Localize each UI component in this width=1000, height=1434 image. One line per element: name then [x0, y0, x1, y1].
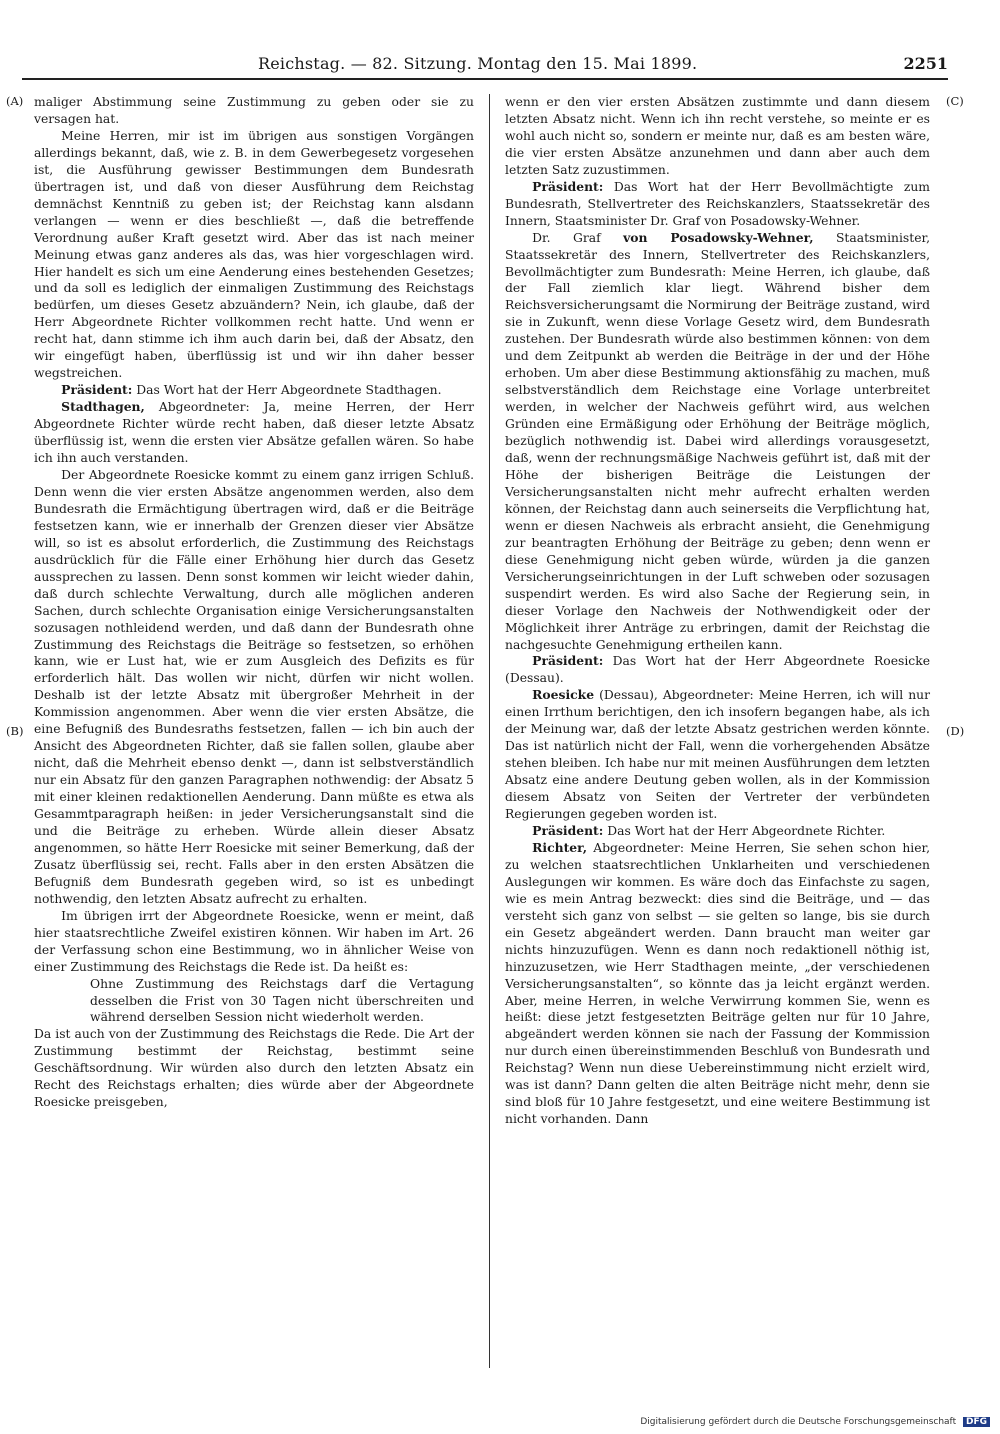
speaker-name: Präsident: [532, 822, 604, 838]
right-column [505, 94, 930, 1128]
speech-paragraph [505, 823, 930, 840]
speech-text: Das Wort hat der Herr Abgeordnete Roesicke (Dessau). [505, 654, 930, 686]
quotation: Ohne Zustimmung des Reichstags darf die Vertagung desselben die Frist von 30 Tagen nicht überschreiten und während derselben Session nicht wiederholt werden. [90, 976, 474, 1025]
speaker-name: Präsident: [532, 178, 604, 194]
speech-text: Abgeordneter: Ja, meine Herren, der Herr Abgeordnete Richter würde recht haben, daß dieser letzte Absatz überflüssig ist, wenn die ersten vier Absätze gefallen wären. So habe ich ihn auch verstanden. [34, 400, 474, 466]
paragraph: wenn er den vier ersten Absätzen zustimmte und dann diesem letzten Absatz nicht. Wenn ich ihn recht verstehe, so meinte er es wohl auch nicht so, sondern er meinte nur, daß es am besten wäre, die vier ersten Absätze anzunehmen und dann aber auch dem letzten Satz zuzustimmen. [505, 95, 930, 177]
speech-paragraph [505, 840, 930, 1128]
speaker-name: Präsident: [532, 653, 604, 669]
paragraph: Meine Herren, mir ist im übrigen aus sonstigen Vorgängen allerdings bekannt, daß, wie z. B. in dem Gewerbegesetz vorgesehen ist, die Ausführung gewisser Bestimmungen dem Bundesrath übertragen ist, und daß von dieser Ausführung dem Reichstag demnächst Kenntniß zu geben ist; der Reichstag kann alsdann verlangen — wenn er dies beschließt —, daß die betreffende Verordnung außer Kraft gesetzt wird. Aber das ist nach meiner Meinung etwas ganz anderes als das, was hier vorgeschlagen wird. Hier handelt es sich um eine Aenderung eines bestehenden Gesetzes; und da soll es lediglich der einmaligen Zustimmung des Reichstags bedürfen, um dieses Gesetz abzuändern? Nein, ich glaube, daß der Herr Abgeordnete Richter vollkommen recht hatte. Und wenn er recht hat, dann stimme ich ihm auch darin bei, daß der Absatz, den wir eingefügt haben, überflüssig ist und wir ihn daher besser wegstreichen. [34, 128, 474, 381]
column-divider [489, 94, 490, 1368]
speaker-name: von Posadowsky-Wehner, [623, 229, 814, 245]
paragraph: maliger Abstimmung seine Zustimmung zu geben oder sie zu versagen hat. [34, 95, 474, 126]
paragraph: Da ist auch von der Zustimmung des Reichstags die Rede. Die Art der Zustimmung bestimmt der Reichstag, bestimmt seine Geschäftsordnung. Wir würden also durch den letzten Absatz ein Recht des Reichstags erhalten; dies würde aber der Abgeordnete Roesicke preisgeben, [34, 1027, 474, 1110]
speaker-name: Stadthagen, [61, 399, 145, 415]
speech-text: Staatsminister, Staatssekretär des Innern, Stellvertreter des Reichskanzlers, Bevollmächtigter zum Bundesrath: Meine Herren, ich glaube, daß der Fall ziemlich klar liegt. Während bisher dem Reichsversicherungsamt die Normirung der Beiträge zustand, wird sie in Zukunft, wenn diese Vorlage Gesetz wird, dem Bundesrath zustehen. Der Bundesrath würde also bestimmen können: von dem und dem Zeitpunkt ab werden die Beiträge in der und der Höhe erhoben. Um aber diese Bestimmung aktionsfähig zu machen, muß selbstverständlich dem Reichstage eine Vorlage unterbreitet werden, in welcher der Nachweis geführt wird, aus welchen Gründen eine Ermäßigung oder Erhöhung der Beiträge möglich, bezüglich nothwendig ist. Dabei wird allerdings vorausgesetzt, daß, wenn der rechnungsmäßige Nachweis geführt ist, daß mit der Höhe der bisherigen Beiträge die Leistungen der Versicherungsanstalten nicht mehr aufrecht erhalten werden können, der Reichstag dann auch seinerseits die Verpflichtung hat, wenn er diesen Nachweis als erbracht ansieht, die Genehmigung zur beantragten Erhöhung der Beiträge zu geben; denn wenn er diese Genehmigung nicht geben würde, würden ja die ganzen Versicherungseinrichtungen in der Luft schweben oder sozusagen suspendirt werden. Es wird also Sache der Regierung sein, in dieser Vorlage den Nachweis der Nothwendigkeit oder der Möglichkeit ihrer Anträge zu erbringen, damit der Reichstag die nachgesuchte Genehmigung ertheilen kann. [505, 230, 930, 652]
footer-text: Digitalisierung gefördert durch die Deutsche Forschungsgemeinschaft [640, 1417, 957, 1427]
header-rule [22, 78, 948, 80]
margin-mark-b: (B) [6, 724, 24, 738]
speaker-name: Präsident: [61, 382, 133, 398]
speaker-name: Richter, [532, 839, 588, 855]
margin-mark-c: (C) [946, 94, 964, 108]
margin-mark-d: (D) [946, 724, 965, 738]
speech-text: Das Wort hat der Herr Bevollmächtigte zum Bundesrath, Stellvertreter des Reichskanzlers, Staatssekretär des Innern, Staatsminister Dr. Graf von Posadowsky-Wehner. [505, 179, 930, 228]
paragraph: Im übrigen irrt der Abgeordnete Roesicke, wenn er meint, daß hier staatsrechtliche Zweifel existiren können. Wir haben im Art. 26 der Verfassung schon eine Bestimmung, wo in ähnlicher Weise von einer Zustimmung des Reichstags die Rede ist. Da heißt es: [34, 908, 474, 974]
speaker-name: Roesicke [532, 687, 595, 703]
speech-paragraph [34, 399, 474, 467]
dfg-logo: DFG [963, 1417, 990, 1427]
speech-text: Abgeordneter: Meine Herren, Sie sehen schon hier, zu welchen staatsrechtlichen Unklarheiten und verschiedenen Auslegungen wir kommen. Es wäre doch das Einfachste zu sagen, wie es mein Antrag bezweckt: dies sind die Beiträge, und — das versteht sich ganz von selbst — sie gelten so lange, bis sie durch ein Gesetz abgeändert werden. Dann braucht man weiter gar nichts hinzuzufügen. Wenn es dann noch redaktionell nöthig ist, hinzuzusetzen, wie Herr Stadthagen meinte, „der verschiedenen Versicherungsanstalten“, so könnte das ja leicht ergänzt werden. Aber, meine Herren, in welche Verwirrung kommen Sie, wenn es heißt: diese jetzt festgesetzten Beiträge gelten nur für 10 Jahre, abgeändert werden können sie nach der Fassung der Kommission nur durch einen übereinstimmenden Beschluß von Bundesrath und Reichstag? Wenn nun diese Uebereinstimmung nicht erzielt wird, was ist dann? Dann gelten die alten Beiträge nicht mehr, denn sie sind bloß für 10 Jahre festgesetzt, und eine weitere Bestimmung ist nicht vorhanden. Dann [505, 840, 930, 1127]
speech-text: (Dessau), Abgeordneter: Meine Herren, ich will nur einen Irrthum berichtigen, den ich insofern begangen habe, als ich der Meinung war, daß der letzte Absatz gestrichen werden könnte. Das ist natürlich nicht der Fall, wenn die vorhergehenden Absätze stehen bleiben. Ich habe nur mit meinen Ausführungen dem letzten Absatz eine andere Deutung geben wollen, als in der Kommission diesem Absatz von Seiten der Vertreter der verbündeten Regierungen gegeben worden ist. [505, 688, 930, 822]
speech-paragraph [505, 230, 930, 654]
page-header [22, 50, 948, 78]
speech-paragraph [505, 687, 930, 823]
speech-paragraph [505, 653, 930, 687]
margin-mark-a: (A) [6, 94, 24, 108]
speech-paragraph [505, 179, 930, 230]
paragraph: Der Abgeordnete Roesicke kommt zu einem ganz irrigen Schluß. Denn wenn die vier ersten Absätze angenommen werden, also dem Bundesrath die Ermächtigung übertragen wird, daß er die Beiträge festsetzen kann, wie er innerhalb der Grenzen dieser vier Absätze will, so ist es absolut erforderlich, die Zustimmung des Reichstags ausdrücklich für die Fälle einer Erhöhung hier durch das Gesetz aussprechen zu lassen. Denn sonst kommen wir leicht wieder dahin, daß durch schlechte Verwaltung, durch alle möglichen anderen Sachen, durch schlechte Organisation einige Versicherungsanstalten sozusagen nothleidend werden, und daß dann der Bundesrath ohne Zustimmung des Reichstags die Beiträge so festsetzen, so erhöhen kann, wie er Lust hat, wie er zum Ausgleich des Defizits es für erforderlich hält. Das wollen wir nicht, dürfen wir nicht wollen. Deshalb ist der letzte Absatz mit übergroßer Mehrheit in der Kommission angenommen. Aber wenn die vier ersten Absätze, die eine Befugniß des Bundesraths festsetzen, fallen — ich bin auch der Ansicht des Abgeordneten Richter, daß sie fallen sollen, glaube aber nicht, daß die Mehrheit ebenso denkt —, dann ist selbstverständlich nur ein Absatz für den ganzen Paragraphen nothwendig: der Absatz 5 mit einer kleinen redaktionellen Aenderung. Dann müßte es etwa als Gesammtparagraph heißen: in jeder Versicherungsanstalt sind die und die Beiträge zu erheben. Würde allein dieser Absatz angenommen, so hätte Herr Roesicke mit seiner Bemerkung, daß der Zusatz überflüssig sei, recht. Falls aber in den ersten Absätzen die Befugniß dem Bundesrath gegeben wird, so ist es unbedingt nothwendig, den letzten Absatz aufrecht zu erhalten. [34, 467, 474, 906]
left-column [34, 94, 474, 1111]
page-title: Reichstag. — 82. Sitzung. Montag den 15. Mai 1899. [258, 54, 698, 73]
speech-text: Das Wort hat der Herr Abgeordnete Stadthagen. [132, 383, 442, 398]
page-number: 2251 [903, 54, 948, 73]
page-footer [640, 1417, 990, 1431]
speech-text: Das Wort hat der Herr Abgeordnete Richter. [603, 823, 886, 838]
speaker-prefix: Dr. Graf [532, 230, 624, 245]
speech-paragraph [34, 382, 474, 399]
